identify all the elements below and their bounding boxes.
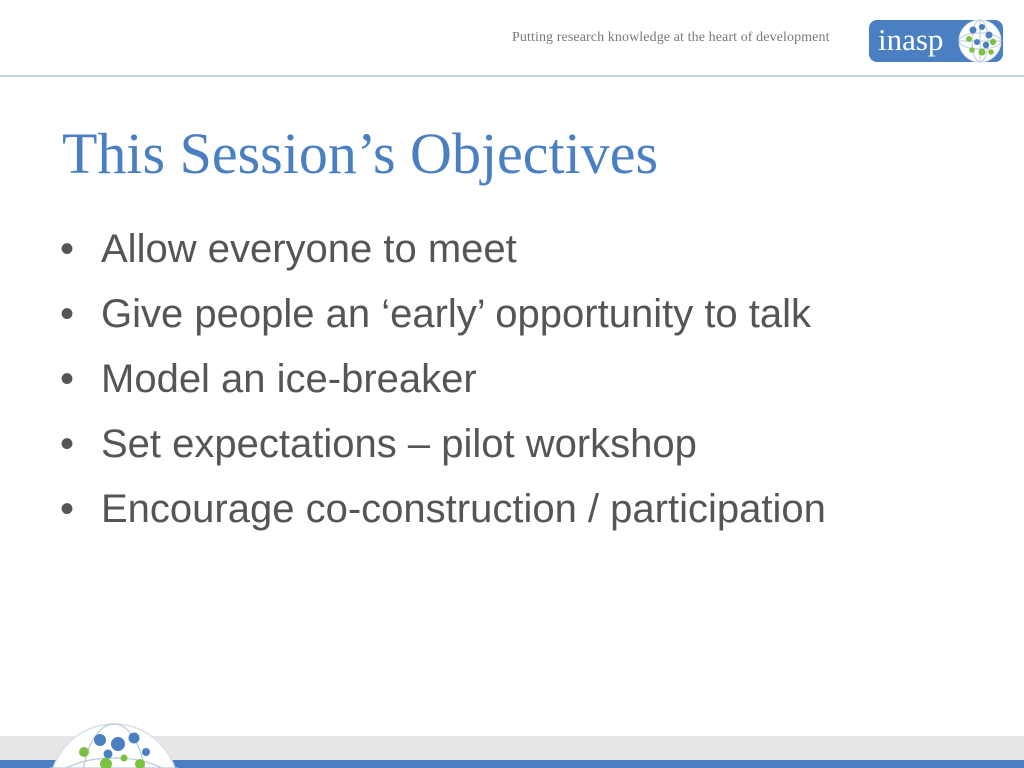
bullet-text: Allow everyone to meet (101, 227, 517, 271)
header-divider (0, 75, 1024, 77)
list-item (58, 288, 826, 353)
bullet-marker: • (60, 422, 75, 466)
list-item (58, 483, 826, 548)
list-item (58, 353, 826, 418)
bullet-text: Model an ice-breaker (101, 357, 477, 401)
tagline: Putting research knowledge at the heart of development (512, 30, 830, 45)
inasp-logo (869, 20, 1003, 62)
list-item (58, 418, 826, 483)
bullet-marker: • (60, 357, 75, 401)
slide-title: This Session’s Objectives (62, 121, 659, 186)
bullet-marker: • (60, 227, 75, 271)
bullet-text: Encourage co-construction / participation (101, 487, 826, 531)
list-item (58, 223, 826, 288)
globe-icon (955, 16, 1005, 66)
slide-header (0, 0, 1024, 76)
bullet-marker: • (60, 292, 75, 336)
bullet-text: Set expectations – pilot workshop (101, 422, 697, 466)
bullet-text: Give people an ‘early’ opportunity to talk (101, 292, 812, 336)
bullet-marker: • (60, 487, 75, 531)
objectives-list (58, 223, 826, 548)
globe-icon (44, 718, 184, 768)
logo-text: inasp (878, 22, 944, 57)
